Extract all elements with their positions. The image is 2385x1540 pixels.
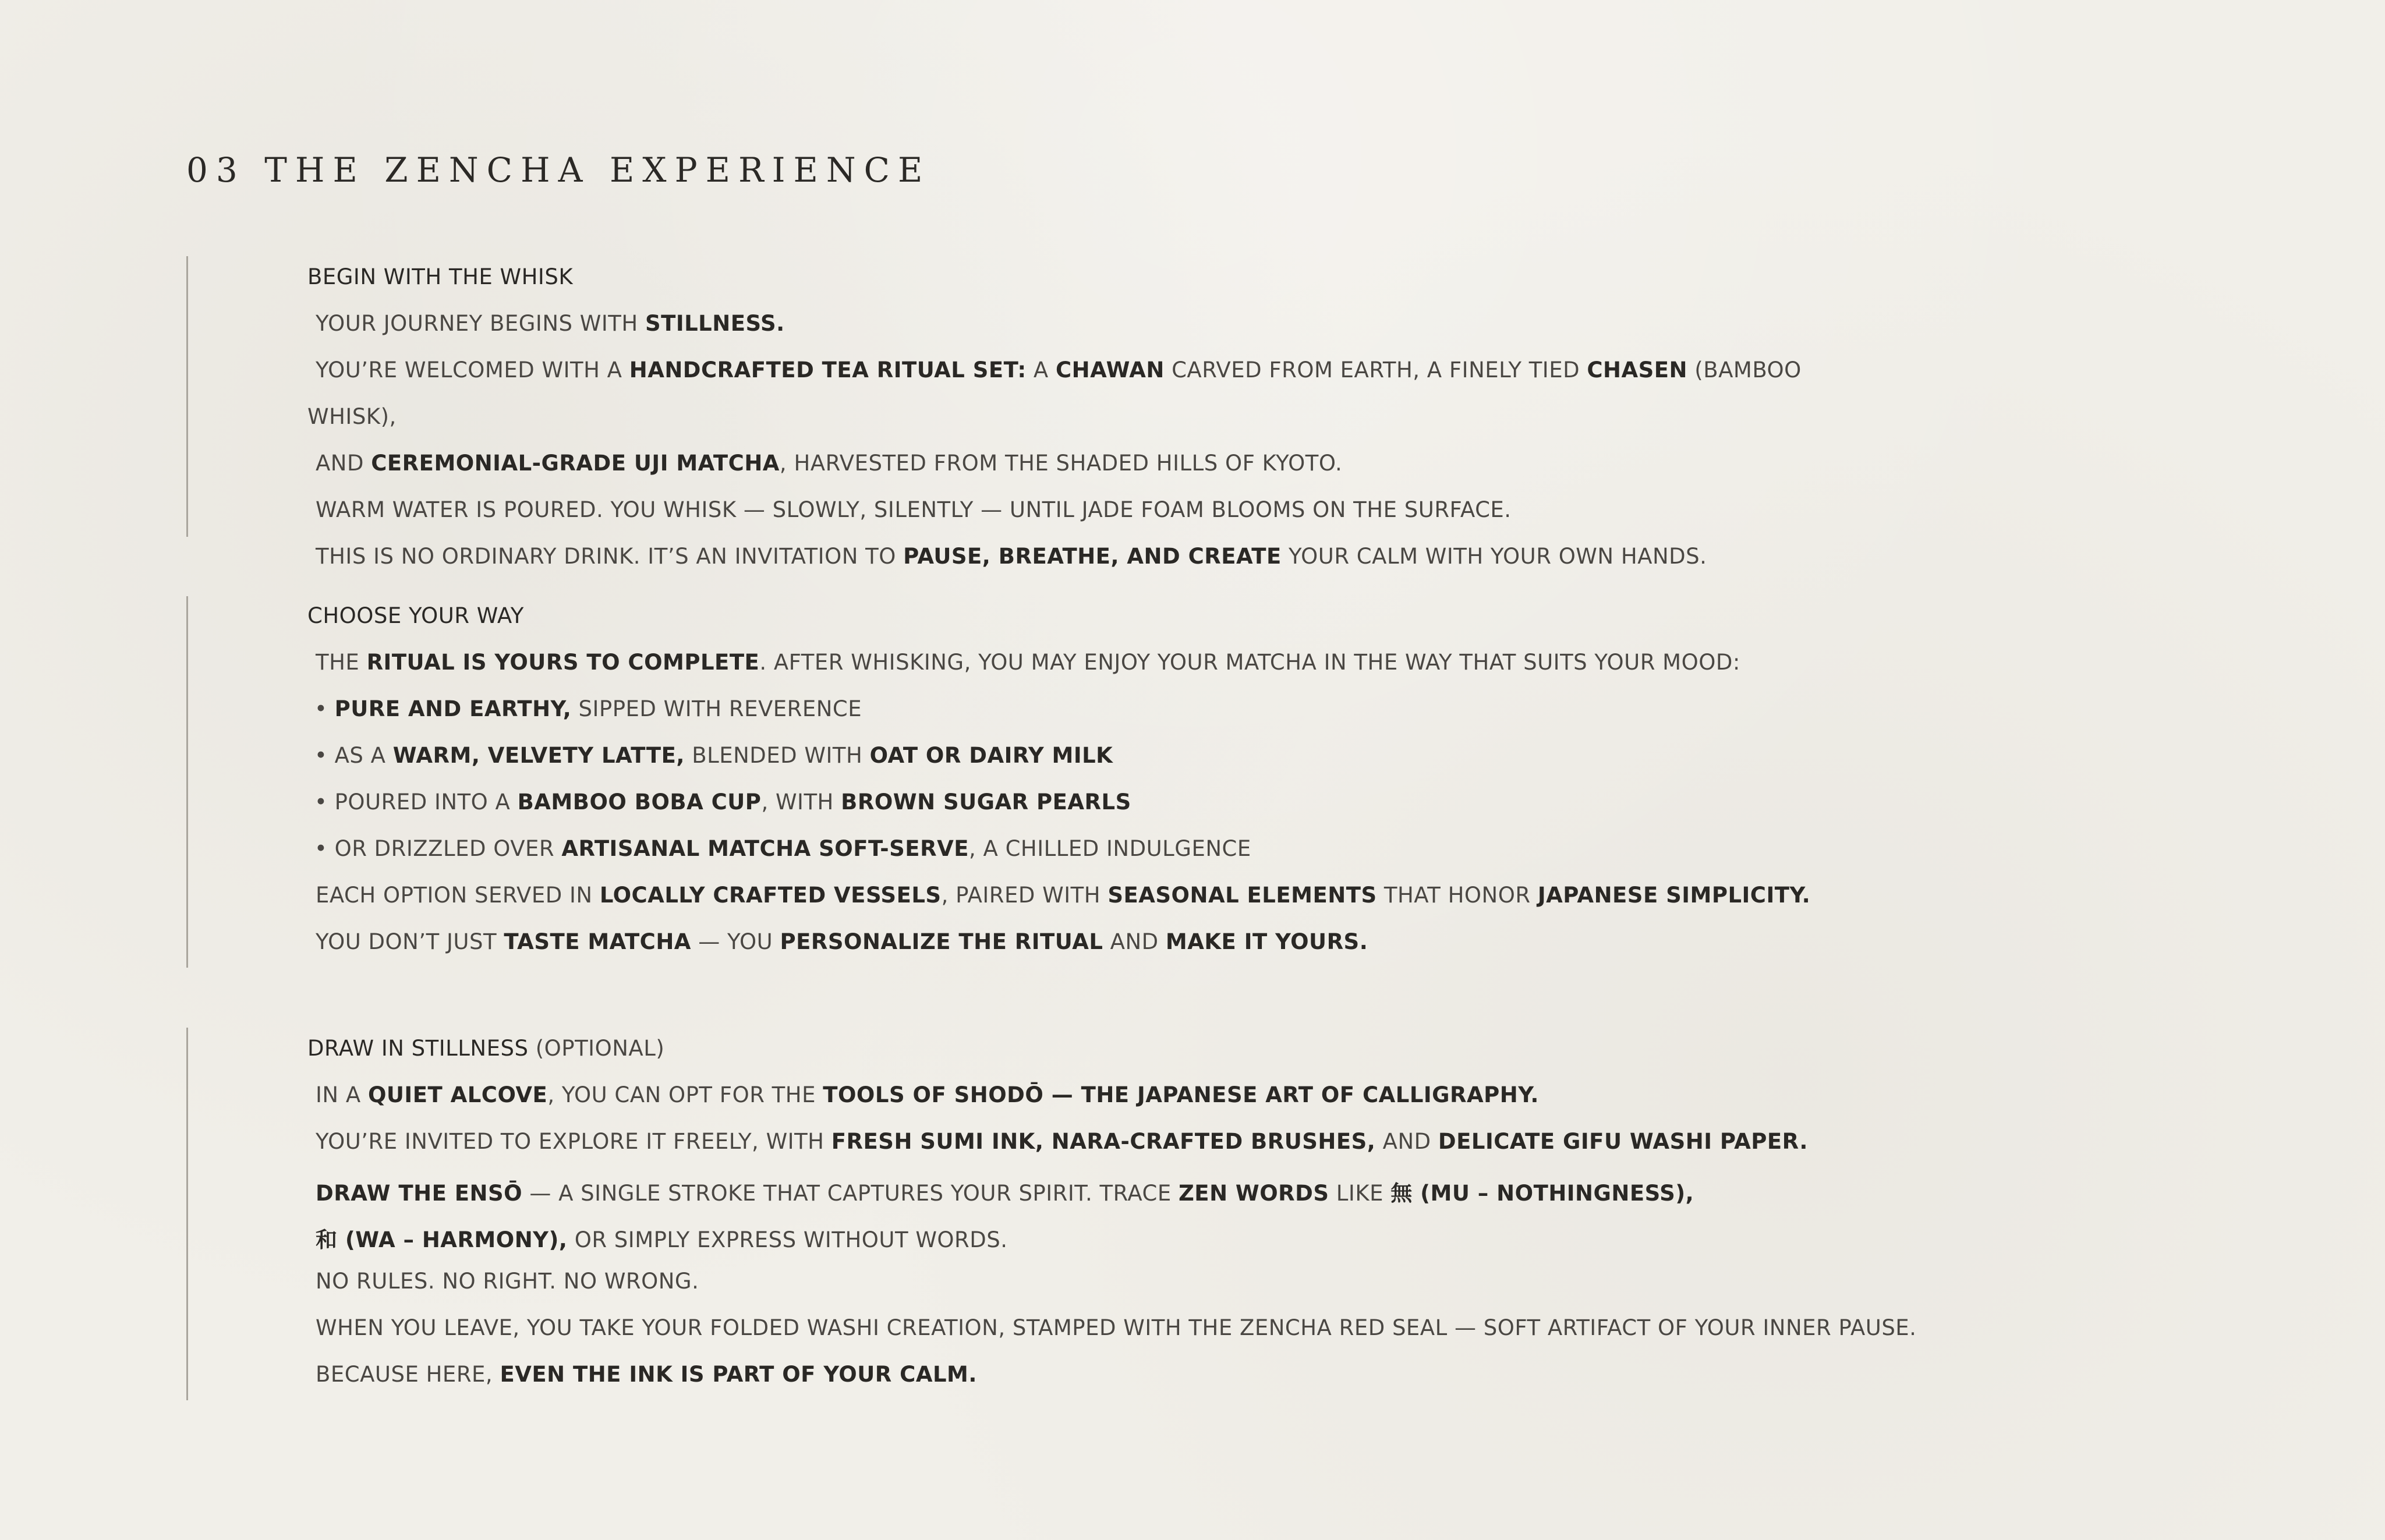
- emphasis-text: 無 (MU – NOTHINGNESS),: [1390, 1181, 1694, 1206]
- body-text: THAT HONOR: [1376, 883, 1538, 908]
- emphasis-text: BROWN SUGAR PEARLS: [841, 790, 1131, 815]
- body-text: , HARVESTED FROM THE SHADED HILLS OF KYOTO.: [779, 451, 1343, 476]
- body-text: — A SINGLE STROKE THAT CAPTURES YOUR SPIRIT. TRACE: [522, 1181, 1179, 1206]
- body-text: . AFTER WHISKING, YOU MAY ENJOY YOUR MATCHA IN THE WAY THAT SUITS YOUR MOOD:: [759, 650, 1740, 675]
- body-text: • POURED INTO A: [314, 790, 518, 815]
- body-text: WHEN YOU LEAVE, YOU TAKE YOUR FOLDED WASHI CREATION, STAMPED WITH THE ZENCHA RED SEAL — SOFT ARTIFACT OF YOUR INNER PAUSE.: [316, 1315, 1917, 1340]
- emphasis-text: DRAW THE ENSŌ: [316, 1181, 523, 1206]
- emphasis-text: PAUSE, BREATHE, AND CREATE: [903, 544, 1282, 569]
- body-text: AND: [316, 451, 371, 476]
- body-text: (BAMBOO: [1687, 357, 1802, 383]
- section-choose-your-way: [186, 596, 1811, 968]
- section-begin-with-the-whisk: [186, 256, 1802, 569]
- list-item: [314, 790, 1131, 815]
- body-line: [316, 1362, 977, 1387]
- body-line: [316, 650, 1740, 675]
- body-text: WHISK),: [307, 404, 397, 429]
- list-item: [314, 743, 1113, 768]
- body-line: [316, 497, 1512, 522]
- body-text: SIPPED WITH REVERENCE: [571, 696, 862, 721]
- body-line: [316, 1315, 1916, 1340]
- emphasis-text: DELICATE GIFU WASHI PAPER.: [1438, 1129, 1808, 1154]
- body-text: • OR DRIZZLED OVER: [314, 836, 562, 861]
- list-item: [314, 696, 862, 721]
- emphasis-text: STILLNESS.: [645, 311, 785, 336]
- body-line: [316, 883, 1810, 908]
- emphasis-text: ZEN WORDS: [1178, 1181, 1329, 1206]
- body-text: THE: [316, 650, 367, 675]
- body-text: WARM WATER IS POURED. YOU WHISK — SLOWLY, SILENTLY — UNTIL JADE FOAM BLOOMS ON THE SURFACE.: [316, 497, 1512, 522]
- body-text: CARVED FROM EARTH, A FINELY TIED: [1164, 357, 1587, 383]
- body-text: , YOU CAN OPT FOR THE: [547, 1082, 823, 1107]
- body-line: [316, 1269, 699, 1294]
- body-text: AND: [1103, 929, 1166, 954]
- body-text: EACH OPTION SERVED IN: [316, 883, 600, 908]
- body-line: [316, 1222, 1008, 1254]
- body-text: • AS A: [314, 743, 393, 768]
- list-item: [314, 836, 1251, 861]
- section-heading: BEGIN WITH THE WHISK: [307, 264, 574, 289]
- emphasis-text: WARM, VELVETY LATTE,: [392, 743, 685, 768]
- body-line: [316, 311, 785, 336]
- body-text: BLENDED WITH: [684, 743, 870, 768]
- body-text: YOU’RE INVITED TO EXPLORE IT FREELY, WITH: [316, 1129, 831, 1154]
- emphasis-text: EVEN THE INK IS PART OF YOUR CALM.: [500, 1362, 977, 1387]
- body-text: YOU DON’T JUST: [316, 929, 504, 954]
- emphasis-text: LOCALLY CRAFTED VESSELS: [599, 883, 942, 908]
- body-text: NO RULES. NO RIGHT. NO WRONG.: [316, 1269, 699, 1294]
- section-draw-in-stillness: [186, 1028, 1917, 1400]
- emphasis-text: HANDCRAFTED TEA RITUAL SET:: [629, 357, 1027, 383]
- body-line: [316, 544, 1707, 569]
- emphasis-text: QUIET ALCOVE: [367, 1082, 548, 1107]
- body-line: [316, 1129, 1808, 1154]
- body-text: LIKE: [1329, 1181, 1391, 1206]
- emphasis-text: OAT OR DAIRY MILK: [869, 743, 1113, 768]
- body-line: [316, 357, 1802, 383]
- body-line: [307, 404, 397, 429]
- body-text: , PAIRED WITH: [941, 883, 1108, 908]
- body-text: BECAUSE HERE,: [316, 1362, 500, 1387]
- emphasis-text: TOOLS OF SHODŌ — THE JAPANESE ART OF CALLIGRAPHY.: [823, 1082, 1539, 1107]
- emphasis-text: JAPANESE SIMPLICITY.: [1537, 883, 1811, 908]
- body-text: IN A: [316, 1082, 368, 1107]
- body-text: YOU’RE WELCOMED WITH A: [316, 357, 629, 383]
- page-title: 03 THE ZENCHA EXPERIENCE: [186, 150, 931, 190]
- body-text: •: [314, 696, 335, 721]
- body-text: , WITH: [761, 790, 841, 815]
- emphasis-text: ARTISANAL MATCHA SOFT-SERVE: [561, 836, 969, 861]
- body-text: , A CHILLED INDULGENCE: [969, 836, 1251, 861]
- emphasis-text: 和 (WA – HARMONY),: [316, 1227, 568, 1252]
- section-heading: CHOOSE YOUR WAY: [307, 603, 524, 628]
- emphasis-text: PERSONALIZE THE RITUAL: [780, 929, 1103, 954]
- body-text: — YOU: [691, 929, 780, 954]
- body-text: AND: [1375, 1129, 1438, 1154]
- emphasis-text: CEREMONIAL-GRADE UJI MATCHA: [371, 451, 780, 476]
- body-text: OR SIMPLY EXPRESS WITHOUT WORDS.: [567, 1227, 1008, 1252]
- body-text: YOUR CALM WITH YOUR OWN HANDS.: [1281, 544, 1707, 569]
- emphasis-text: FRESH SUMI INK, NARA-CRAFTED BRUSHES,: [831, 1129, 1376, 1154]
- body-line: [316, 1176, 1694, 1207]
- emphasis-text: MAKE IT YOURS.: [1165, 929, 1368, 954]
- emphasis-text: PURE AND EARTHY,: [334, 696, 572, 721]
- body-line: [316, 451, 1342, 476]
- emphasis-text: TASTE MATCHA: [504, 929, 691, 954]
- body-text: YOUR JOURNEY BEGINS WITH: [316, 311, 645, 336]
- emphasis-text: SEASONAL ELEMENTS: [1107, 883, 1377, 908]
- section-heading: [307, 1036, 664, 1061]
- section-heading-suffix: (OPTIONAL): [528, 1036, 665, 1061]
- emphasis-text: CHAWAN: [1055, 357, 1165, 383]
- section-heading-title: DRAW IN STILLNESS: [307, 1036, 529, 1061]
- emphasis-text: BAMBOO BOBA CUP: [517, 790, 762, 815]
- body-text: THIS IS NO ORDINARY DRINK. IT’S AN INVITATION TO: [316, 544, 904, 569]
- emphasis-text: RITUAL IS YOURS TO COMPLETE: [366, 650, 760, 675]
- body-line: [316, 929, 1368, 954]
- body-text: A: [1026, 357, 1056, 383]
- emphasis-text: CHASEN: [1587, 357, 1687, 383]
- body-line: [316, 1082, 1539, 1107]
